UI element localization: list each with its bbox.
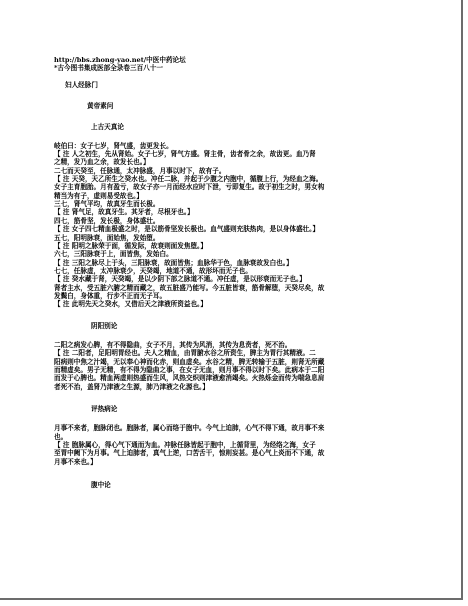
chapter-body-3 <box>54 424 411 466</box>
text-line: 者死不治，盖肾乃津液之生源，肺乃津液之化源也。】 <box>54 382 209 391</box>
text-line: 四七，筋骨坚，发长极，身体盛壮。 <box>54 216 160 225</box>
text-line: 【 注 天癸，天乙所生之癸水也。冲任二脉，并起于少腹之内胞中，循腹上行，为经血之海。 <box>54 175 323 184</box>
source-url: http://bbs.zhong-yao.net/中医中药论坛 <box>54 56 186 64</box>
text-line: 六七，三阳脉衰于上，面皆焦，发始白。 <box>54 250 173 259</box>
text-line: 【 注 此明先天之癸水，又借后天之津液所资益也。】 <box>54 300 207 309</box>
text-line: 也。 <box>54 432 68 441</box>
page-content <box>54 56 411 489</box>
text-line: 肾者主水，受五脏六腑之精而藏之，故五脏盛乃能写。今五脏皆衰，筋骨解堕，天癸尽矣，故 <box>54 283 325 292</box>
chapter-title-4: 腹中论 <box>91 481 111 490</box>
chapter-title-1: 上古天真论 <box>91 123 124 132</box>
text-line: 二阳之病发心脾，有不得隐曲，女子不月，其传为风消，其传为息贲者，死不治。 <box>54 340 292 349</box>
text-line: 【 注 胞脉属心，得心气下通而为血。冲脉任脉皆起于胞中，上循背里，为经络之海，女子 <box>54 441 316 450</box>
text-line: 至胃中阙下为月事。气上迫肺者，真气上逆，口苦舌干，惊则妄甚。是心气上炎而不下通，故 <box>54 449 325 458</box>
text-line: 而发于心脾也。精血两虚则热盛而生风，风热交炽则津液愈消竭矣。火热烁金而传为喘急息肩 <box>54 374 325 383</box>
section-title: 妇人经脉门 <box>65 80 98 89</box>
text-line: 【 注 癸水藏于肾，天癸竭，是以少阴下部之脉道不通。冲任虚，是以形衰而无子也。】 <box>54 275 306 284</box>
text-line: 发鬓白，身体重，行步不正而无子耳。 <box>54 291 167 300</box>
chapter-body-1 <box>54 142 411 309</box>
chapter-title-3: 评热病论 <box>91 405 118 413</box>
text-line: 【 注 阳明之脉荣于面，循发际，故衰则面发焦堕。】 <box>54 241 207 250</box>
text-line: 阳病则中焦之汁竭，无以奉心神而化赤，则血虚矣。水谷之精，脾无转输于五脏，则肾无所藏 <box>54 357 325 366</box>
text-line: 三七，肾气平均，故真牙生而长极。 <box>54 200 160 209</box>
text-line: 【 注 二阳者，足阳明胃经也。夫人之精血，由胃腑水谷之所资生，脾主为胃行其精液。二 <box>54 349 316 358</box>
text-line: 精当为有子，虚则易受故也。】 <box>54 191 144 200</box>
text-line: 【 注 肾气足，故真牙生。其牙者，尽根牙也。】 <box>54 208 194 217</box>
text-line: 【 注 女子四七精血极盛之时，是以筋骨坚发长极也。血气盛则充肤热肉，是以身体盛壮。】 <box>54 225 320 234</box>
text-line: 七七，任脉虚，太冲脉衰少，天癸竭，地道不通，故形坏而无子也。 <box>54 266 252 275</box>
text-line: 而精虚矣。男子无精，有不得为隐曲之事，在女子无血，则月事不得以时下矣。此病本于二阳 <box>54 365 325 374</box>
text-line: 月事不来也。】 <box>54 457 97 466</box>
text-line: 【 注 三阳之脉尽上于头，三阳脉衰，故面皆焦；血脉华于色，血脉衰故发白也。】 <box>54 258 293 267</box>
text-line: 五七，阳明脉衰，面始焦，发始堕。 <box>54 233 160 242</box>
text-line: 【 注 人之初生，先从肾始。女子七岁，肾气方盛。肾主骨，齿者骨之余，故齿更。血乃肾 <box>54 150 316 159</box>
chapter-title-2: 阴阳别论 <box>91 321 118 330</box>
text-line: 之精，发乃血之余，故发长也。】 <box>54 158 150 167</box>
text-line: 月事不来者，胞脉闭也。胞脉者，属心而络于胞中。今气上迫肺，心气不得下通，故月事不来 <box>54 424 325 433</box>
book-title: 黄帝素问 <box>87 102 114 111</box>
text-line: 女子主育胞胎。月有盈亏，故女子亦一月而经水应时下泄，亏即复生。故于初生之时，男女构 <box>54 183 325 192</box>
text-line: 岐伯曰：女子七岁，肾气盛，齿更发长。 <box>54 141 173 150</box>
text-line: 二七而天癸至，任脉通，太冲脉盛，月事以时下，故有子。 <box>54 166 226 175</box>
chapter-body-2 <box>54 341 411 391</box>
subtitle: *古今图书集成医部全录卷三百八十一 <box>54 64 163 73</box>
